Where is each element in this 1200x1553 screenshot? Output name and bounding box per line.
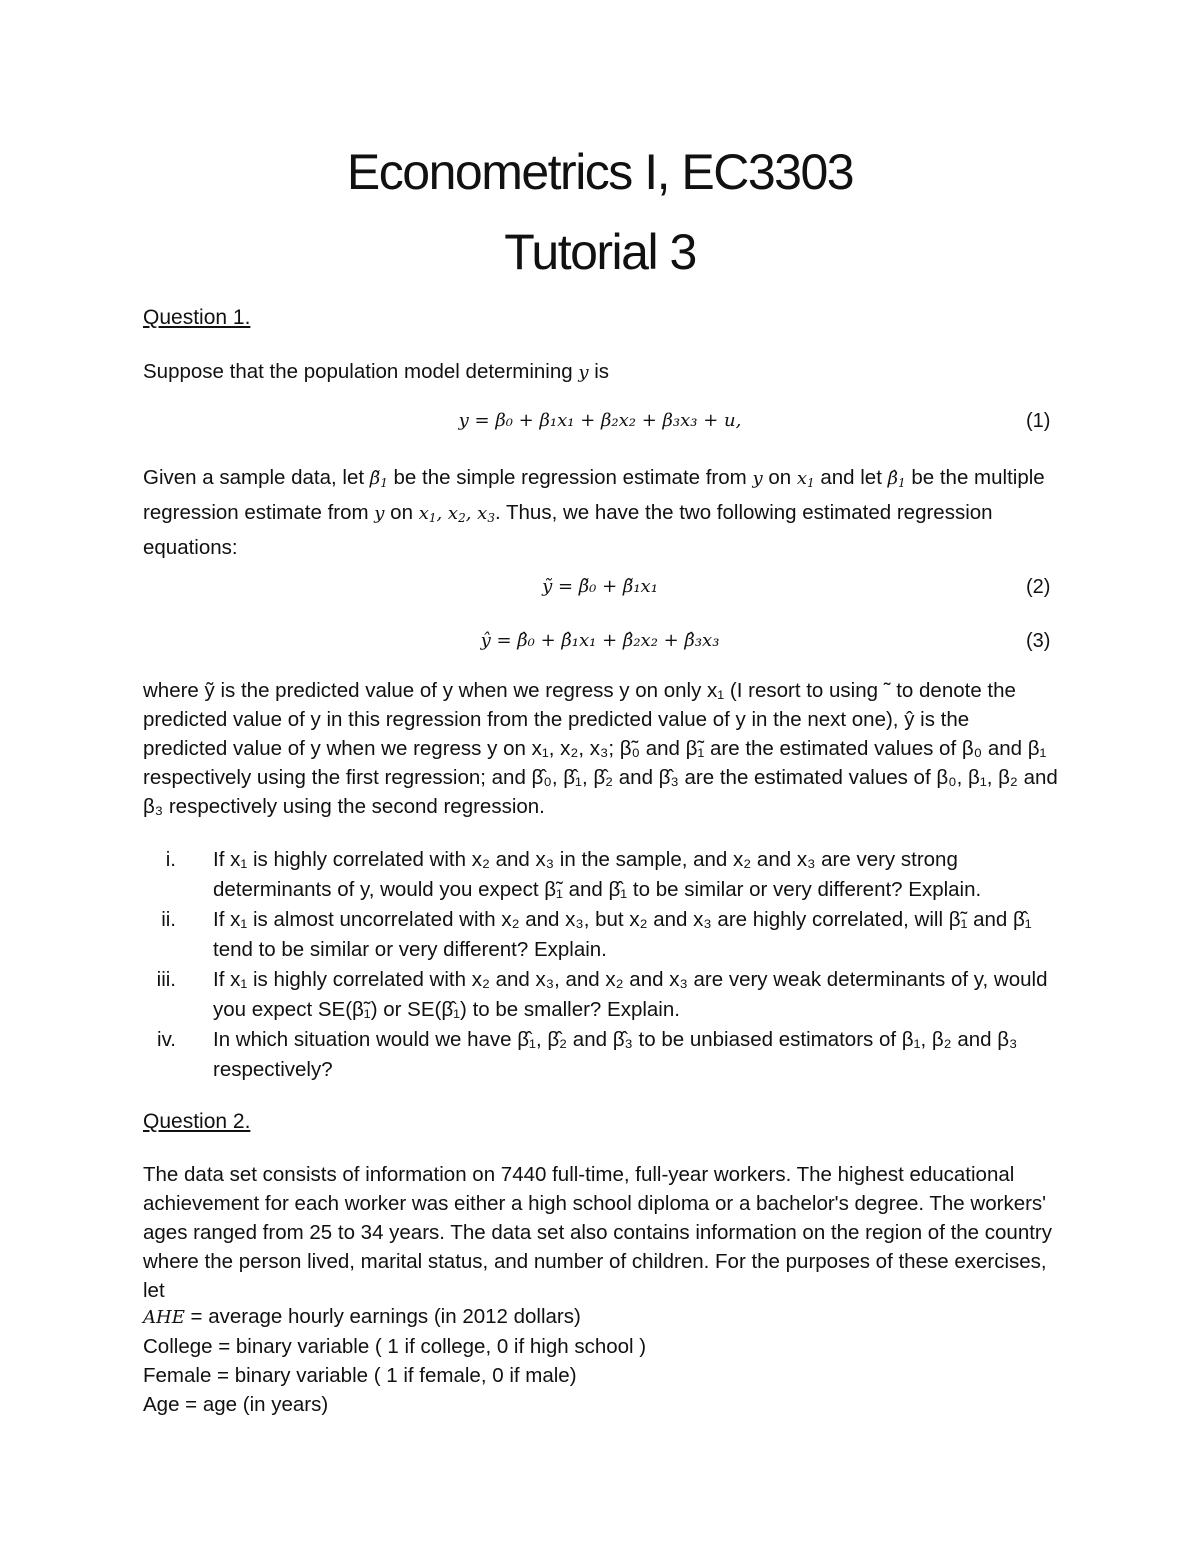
para1-b: be the simple regression estimate from	[393, 466, 747, 489]
intro-end: is	[594, 360, 610, 383]
list-item-text: If x₁ is almost uncorrelated with x₂ and x₃, but x₂ and x₃ are highly correlated, will β̃₁ and β̂₁ tend to be similar or very different? Explain.	[213, 908, 1032, 961]
definition-row	[143, 1361, 1058, 1390]
definition-text: = binary variable ( 1 if college, 0 if high school )	[212, 1335, 647, 1358]
para1-e: be the multiple regression estimate from	[143, 466, 1045, 524]
equation-3-number: (3)	[1026, 630, 1051, 652]
intro-text: Suppose that the population model determining	[143, 360, 573, 383]
intro-var: y	[578, 362, 589, 383]
equation-1-body: y = β₀ + β₁x₁ + β₂x₂ + β₃x₃ + u,	[458, 410, 742, 431]
question-1-list	[143, 845, 1058, 1085]
list-item	[143, 1025, 1058, 1085]
definition-name: Female	[143, 1364, 212, 1387]
question-1-intro	[143, 357, 1058, 387]
list-item-mark: iii.	[156, 968, 176, 991]
para1-d: and let	[820, 466, 882, 489]
definition-name: College	[143, 1335, 213, 1358]
list-item-mark: ii.	[161, 908, 176, 931]
para1-g: . Thus, we have the two following estimated regression equations:	[143, 501, 993, 559]
equation-1-number: (1)	[1026, 410, 1051, 432]
definition-text: = binary variable ( 1 if female, 0 if male)	[211, 1364, 577, 1387]
definition-row	[143, 1390, 1058, 1419]
question-2-heading: Question 2.	[143, 1110, 251, 1133]
definition-text: = age (in years)	[179, 1393, 329, 1416]
definition-name: Age	[143, 1393, 180, 1416]
para1-f: on	[390, 501, 413, 524]
para1-a: Given a sample data, let	[143, 466, 365, 489]
definition-name: AHE	[143, 1307, 185, 1328]
question-2-para: The data set consists of information on 7440 full-time, full-year workers. The highest educational achievement for each worker was either a high school diploma or a bachelor's degree. The workers' ages ranged from 25 to 34 years. The data set also contains information on the region of the country where the person lived, marital status, and number of children. For the purposes of these exercises, let	[143, 1163, 1053, 1302]
equation-2-number: (2)	[1026, 576, 1051, 598]
para1-c: on	[768, 466, 792, 489]
list-item	[143, 845, 1058, 905]
definition-row	[143, 1332, 1058, 1361]
document-subtitle: Tutorial 3	[504, 224, 696, 280]
definition-text: = average hourly earnings (in 2012 dollars)	[184, 1305, 581, 1328]
question-1-para-2: where ỹ is the predicted value of y when we regress y on only x₁ (I resort to using ˜ to denote the predicted value of y in this regression from the predicted value of y in the next one), ŷ is the predicted value of y when we regress y on x₁, x₂, x₃; β̃₀ and β̃₁ are the estimated values of β₀ and β₁ respectively using the first regression; and β̂₀, β̂₁, β̂₂ and β̂₃ are the estimated values of β₀, β₁, β₂ and β₃ respectively using the second regression.	[143, 679, 1058, 818]
list-item	[143, 905, 1058, 965]
list-item-text: In which situation would we have β̂₁, β̂₂ and β̂₃ to be unbiased estimators of β₁, β₂ and β₃ respectively?	[213, 1028, 1018, 1081]
equation-2-body: ỹ = β̃₀ + β̃₁x₁	[542, 576, 658, 597]
question-1-heading: Question 1.	[143, 306, 251, 329]
list-item-text: If x₁ is highly correlated with x₂ and x₃, and x₂ and x₃ are very weak determinants of y, would you expect SE(β̃₁) or SE(β̂₁) to be smaller? Explain.	[213, 968, 1048, 1021]
variable-definitions	[143, 1302, 1058, 1419]
question-1-para-1: Given a sample data, let $\betã_1$ be the simple regression estimate from y on $x_1$ and let $\betâ_1$ be the multiple regression estimate from y on $x_1$, $x_2$, $x_3$. Thus, we have the two following estimated regression equations:	[143, 466, 1045, 559]
list-item	[143, 965, 1058, 1025]
equation-3-body: ŷ = β̂₀ + β̂₁x₁ + β̂₂x₂ + β̂₃x₃	[480, 630, 720, 651]
document-title: Econometrics I, EC3303	[346, 144, 854, 200]
list-item-mark: i.	[165, 848, 176, 871]
list-item-mark: iv.	[157, 1028, 176, 1051]
definition-row	[143, 1302, 1058, 1332]
list-item-text: If x₁ is highly correlated with x₂ and x₃ in the sample, and x₂ and x₃ are very strong determinants of y, would you expect β̃₁ and β̂₁ to be similar or very different? Explain.	[213, 848, 982, 901]
